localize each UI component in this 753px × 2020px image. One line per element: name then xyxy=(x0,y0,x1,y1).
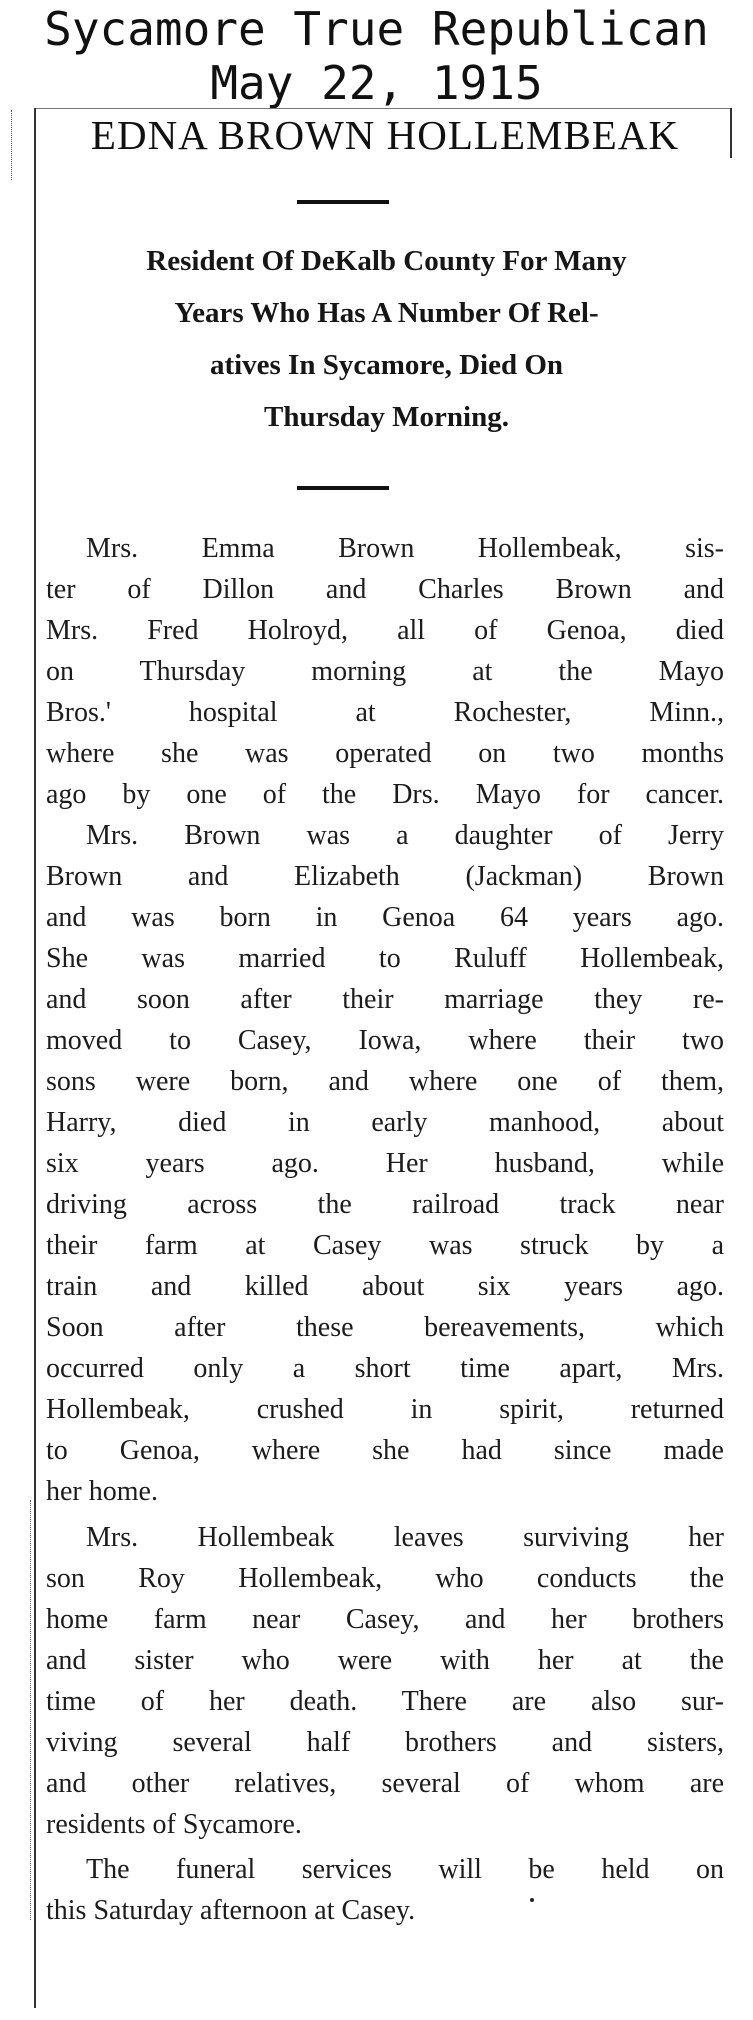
deck-line: atives In Sycamore, Died On xyxy=(209,349,564,381)
text-line: Mrs. Hollembeak leaves surviving her xyxy=(86,1522,724,1553)
article-deck xyxy=(44,235,729,443)
text-line: viving several half brothers and sisters, xyxy=(46,1727,724,1758)
text-line: ago by one of the Drs. Mayo for cancer. xyxy=(46,779,724,810)
text-line: this Saturday afternoon at Casey. xyxy=(46,1895,416,1926)
paragraph-1 xyxy=(46,528,724,815)
text-line: Bros.' hospital at Rochester, Minn., xyxy=(46,697,724,728)
column-rule-left xyxy=(34,108,36,2008)
text-line: Brown and Elizabeth (Jackman) Brown xyxy=(46,861,724,892)
text-line: driving across the railroad track near xyxy=(46,1189,724,1220)
column-rule-top xyxy=(36,108,730,109)
text-line: home farm near Casey, and her brothers xyxy=(46,1604,724,1635)
text-line: on Thursday morning at the Mayo xyxy=(46,656,724,687)
paper-name: Sycamore True Republican xyxy=(44,2,709,56)
print-speck xyxy=(530,1898,534,1902)
text-line: sons were born, and where one of them, xyxy=(46,1066,724,1097)
deck-line: Resident Of DeKalb County For Many xyxy=(146,245,627,277)
text-line: son Roy Hollembeak, who conducts the xyxy=(46,1563,724,1594)
text-line: Mrs. Brown was a daughter of Jerry xyxy=(86,820,724,851)
text-line: and soon after their marriage they re- xyxy=(46,984,724,1015)
text-line: where she was operated on two months xyxy=(46,738,724,769)
text-line: Mrs. Fred Holroyd, all of Genoa, died xyxy=(46,615,724,646)
headline-divider xyxy=(297,200,389,204)
text-line: occurred only a short time apart, Mrs. xyxy=(46,1353,724,1384)
paragraph-4 xyxy=(46,1849,724,1931)
column-rule-inner xyxy=(30,1500,31,1920)
text-line: Soon after these bereavements, which xyxy=(46,1312,724,1343)
text-line: Mrs. Emma Brown Hollembeak, sis- xyxy=(86,533,724,564)
text-line: ter of Dillon and Charles Brown and xyxy=(46,574,724,605)
text-line: Harry, died in early manhood, about xyxy=(46,1107,724,1138)
text-line: Hollembeak, crushed in spirit, returned xyxy=(46,1394,724,1425)
deck-divider xyxy=(297,486,389,490)
text-line: moved to Casey, Iowa, where their two xyxy=(46,1025,724,1056)
text-line: and other relatives, several of whom are xyxy=(46,1768,724,1799)
text-line: and sister who were with her at the xyxy=(46,1645,724,1676)
deck-line: Years Who Has A Number Of Rel- xyxy=(174,297,599,329)
text-line: to Genoa, where she had since made xyxy=(46,1435,724,1466)
text-line: She was married to Ruluff Hollembeak, xyxy=(46,943,724,974)
deck-line: Thursday Morning. xyxy=(264,401,509,433)
column-rule-outer xyxy=(11,110,12,180)
text-line: six years ago. Her husband, while xyxy=(46,1148,724,1179)
paragraph-2 xyxy=(46,815,724,1512)
text-line: and was born in Genoa 64 years ago. xyxy=(46,902,724,933)
text-line: time of her death. There are also sur- xyxy=(46,1686,724,1717)
article-headline: EDNA BROWN HOLLEMBEAK xyxy=(90,112,680,158)
text-line: their farm at Casey was struck by a xyxy=(46,1230,724,1261)
article-body xyxy=(46,528,724,1931)
publication-date: May 22, 1915 xyxy=(210,56,543,110)
text-line: train and killed about six years ago. xyxy=(46,1271,724,1302)
text-line: The funeral services will be held on xyxy=(86,1854,724,1885)
text-line: residents of Sycamore. xyxy=(46,1809,302,1840)
masthead xyxy=(0,2,753,110)
column-rule-right xyxy=(730,108,732,158)
text-line: her home. xyxy=(46,1476,158,1507)
paragraph-3 xyxy=(46,1517,724,1845)
